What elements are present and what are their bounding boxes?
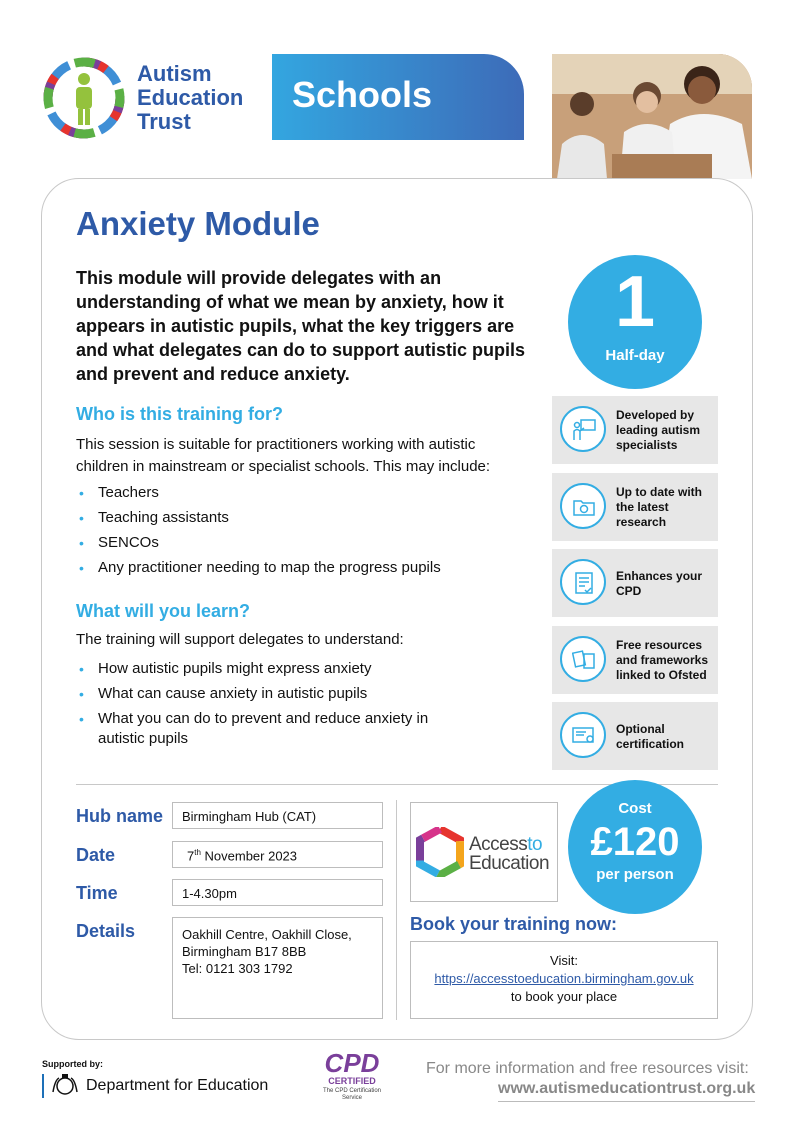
booking-link[interactable]: https://accesstoeducation.birmingham.gov.uk	[434, 971, 694, 986]
who-heading: Who is this training for?	[76, 404, 283, 424]
book-heading: Book your training now:	[410, 914, 617, 934]
who-list	[76, 483, 536, 583]
module-intro: This module will provide delegates with an understanding of what we mean by anxiety, how it appears in autistic pupils, what the key triggers are and what delegates can do to support autistic pupils and prevent and reduce anxiety.	[76, 268, 526, 384]
learn-text: The training will support delegates to understand:	[76, 631, 404, 648]
cpd-certified-logo: CPD CERTIFIED The CPD Certification Service	[322, 1048, 382, 1101]
list-item: • Any practitioner needing to map the progress pupils	[76, 558, 536, 578]
who-text: This session is suitable for practitioners working with autistic children in mainstream or specialist schools. This may include:	[76, 436, 491, 475]
section-banner	[272, 54, 524, 140]
list-item: • SENCOs	[76, 533, 536, 553]
list-item: • Teachers	[76, 483, 536, 503]
learn-list	[76, 659, 456, 754]
aet-logo-text: Autism Education Trust	[137, 61, 244, 134]
document-check-icon	[560, 559, 606, 605]
feature-cpd: Enhances your CPD	[552, 549, 718, 617]
feature-resources: Free resources and frameworks linked to Ofsted	[552, 626, 718, 694]
feature-certification: Optional certification	[552, 702, 718, 770]
more-info-text: For more information and free resources visit:	[426, 1060, 749, 1077]
hub-value: Birmingham Hub (CAT)	[172, 802, 383, 829]
duration-badge	[568, 255, 702, 389]
list-item: • How autistic pupils might express anxiety	[76, 659, 456, 679]
cost-unit: per person	[596, 866, 674, 883]
cost-label: Cost	[618, 800, 652, 817]
time-value: 1-4.30pm	[172, 879, 383, 906]
crest-icon	[50, 1072, 80, 1100]
list-item: • What can cause anxiety in autistic pupils	[76, 684, 456, 704]
certificate-icon	[560, 712, 606, 758]
cost-badge	[568, 780, 702, 914]
website-url[interactable]: www.autismeducationtrust.org.uk	[498, 1080, 755, 1102]
dfe-text: Department for Education	[86, 1077, 269, 1094]
classroom-photo-icon	[552, 54, 752, 179]
date-value: 7th November 2023	[172, 841, 383, 868]
aet-logo-icon	[40, 54, 128, 142]
presenter-icon	[560, 406, 606, 452]
booking-box: Visit: https://accesstoeducation.birmingham.gov.uk to book your place	[410, 941, 718, 1019]
time-label: Time	[76, 883, 118, 903]
header-photo	[552, 54, 752, 179]
vertical-divider	[396, 800, 397, 1020]
section-title: Schools	[292, 74, 433, 115]
details-label: Details	[76, 921, 136, 941]
feature-research: Up to date with the latest research	[552, 473, 718, 541]
cost-amount: £120	[590, 820, 680, 864]
duration-number: 1	[614, 262, 656, 342]
learn-heading: What will you learn?	[76, 601, 251, 621]
date-label: Date	[76, 845, 116, 865]
hexagon-logo-icon	[415, 827, 465, 877]
papers-icon	[560, 636, 606, 682]
feature-specialists: Developed by leading autism specialists	[552, 396, 718, 464]
access-to-education-logo: Accessto Education	[410, 802, 558, 902]
module-title: Anxiety Module	[76, 205, 320, 242]
hub-label: Hub name	[76, 806, 164, 826]
details-value: Oakhill Centre, Oakhill Close, Birmingham B17 8BB Tel: 0121 303 1792	[172, 917, 383, 1019]
list-item: • What you can do to prevent and reduce anxiety in autistic pupils	[76, 709, 456, 749]
duration-label: Half-day	[605, 347, 665, 364]
folder-refresh-icon	[560, 483, 606, 529]
list-item: • Teaching assistants	[76, 508, 536, 528]
supported-by-label: Supported by:	[42, 1059, 103, 1069]
